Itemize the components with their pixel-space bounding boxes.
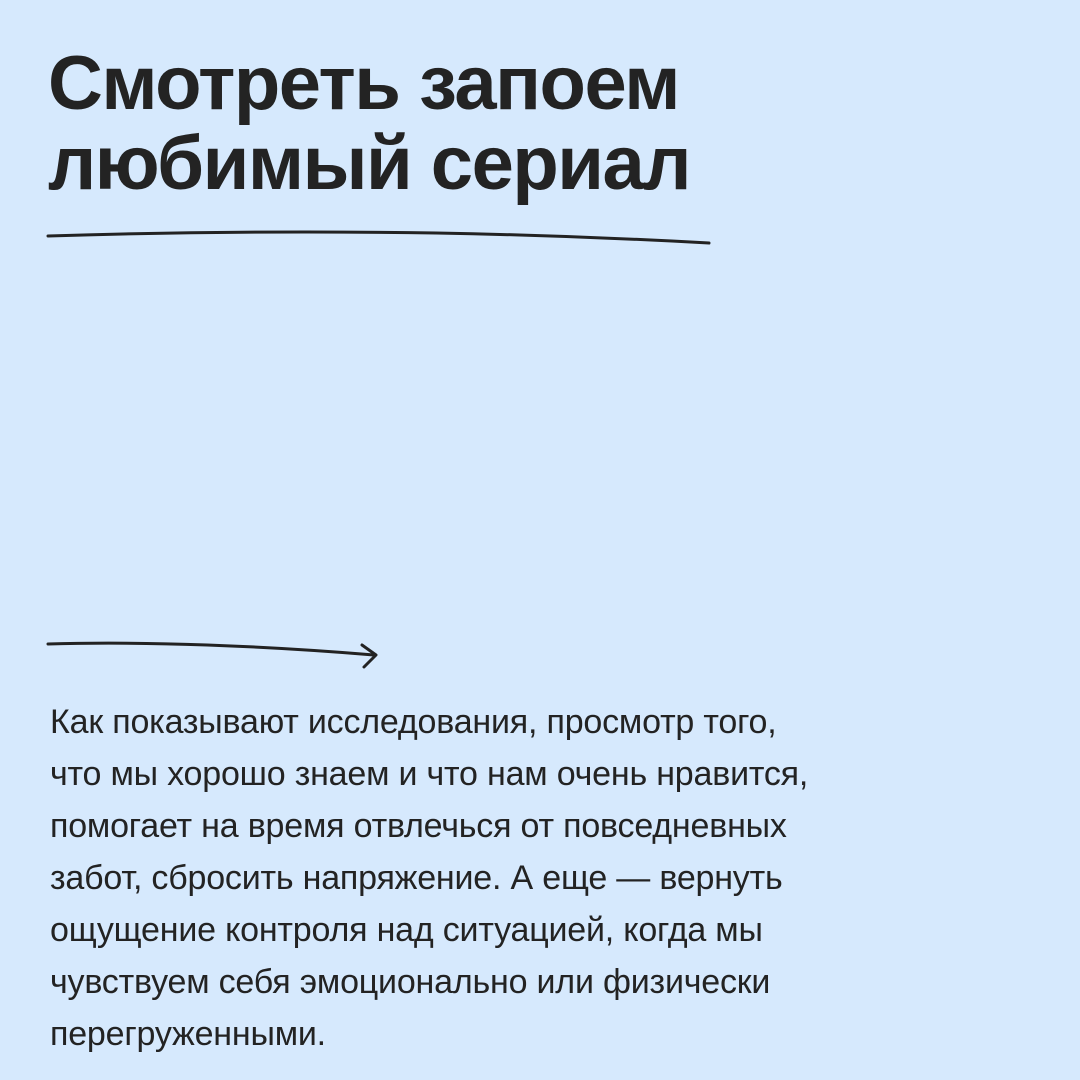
body-line-6: чувствуем себя эмоционально или физически (50, 963, 771, 1001)
body-paragraph (50, 696, 1040, 1060)
body-line-5: ощущение контроля над ситуацией, когда мы (50, 911, 763, 949)
arrow-right-icon (46, 630, 382, 674)
title-line-2: любимый сериал (48, 121, 691, 206)
underline-icon (46, 226, 712, 250)
body-line-3: помогает на время отвлечься от повседневных (50, 807, 787, 845)
body-line-2: что мы хорошо знаем и что нам очень нравится, (50, 755, 809, 793)
title-line-1: Смотреть запоем (48, 41, 679, 126)
page-title (48, 41, 948, 206)
body-line-4: забот, сбросить напряжение. А еще — вернуть (50, 859, 783, 897)
body-line-1: Как показывают исследования, просмотр того, (50, 703, 777, 741)
body-line-7: перегруженными. (50, 1015, 326, 1053)
